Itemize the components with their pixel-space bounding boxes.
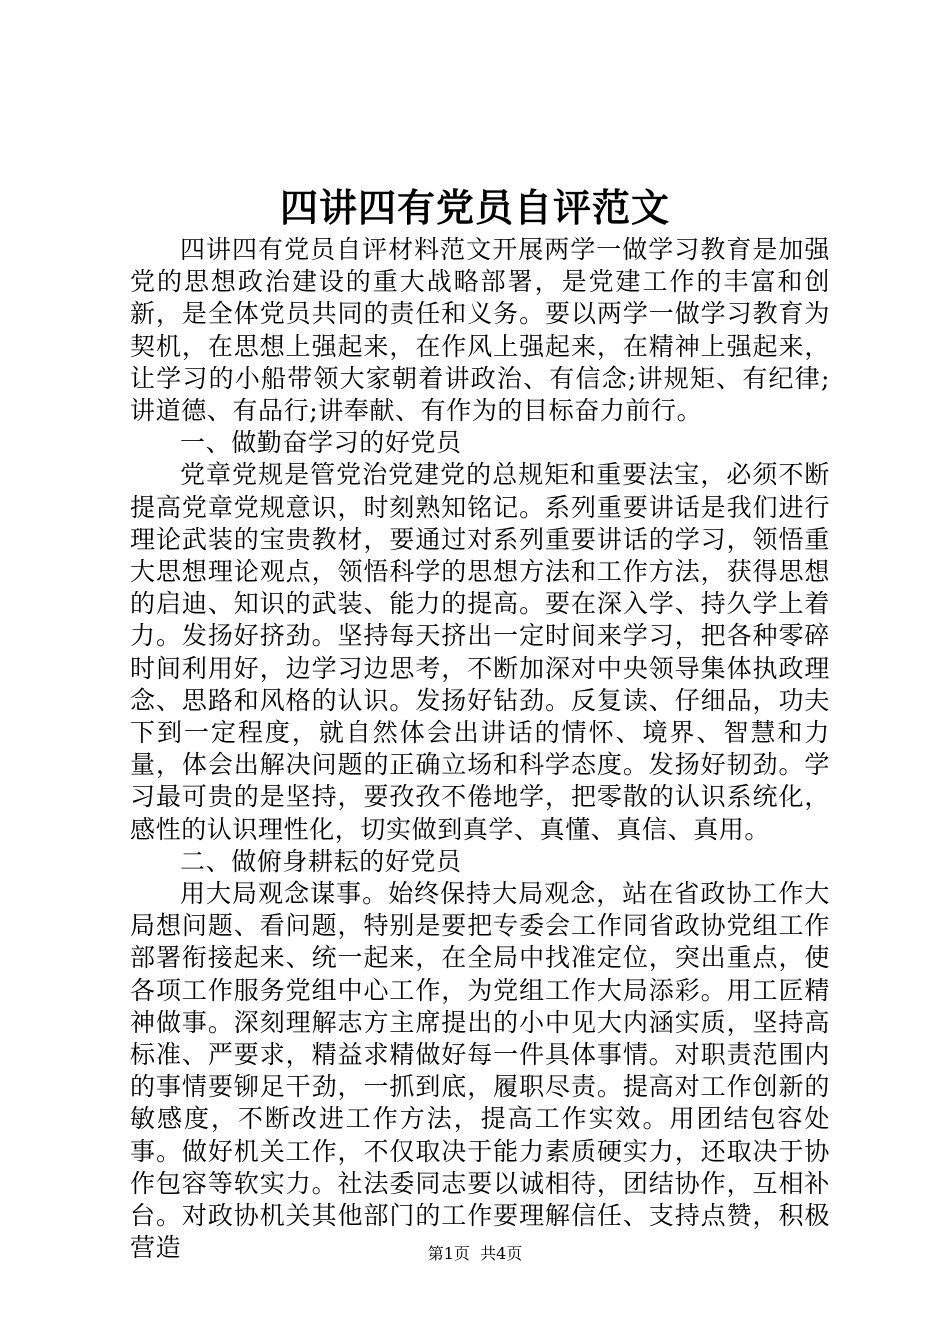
section-1-paragraph: 党章党规是管党治党建党的总规矩和重要法宝，必须不断提高党章党规意识，时刻熟知铭记。系列重要讲话是我们进行理论武装的宝贵教材，要通过对系列重要讲话的学习，领悟重大思想理论观点，领悟科学的思想方法和工作方法，获得思想的启迪、知识的武装、能力的提高。要在深入学、持久学上着力。发扬好挤劲。坚持每天挤出一定时间来学习，把各种零碎时间利用好，边学习边思考，不断加深对中央领导集体执政理念、思路和风格的认识。发扬好钻劲。反复读、仔细品，功夫下到一定程度，就自然体会出讲话的情怀、境界、智慧和力量，体会出解决问题的正确立场和科学态度。发扬好韧劲。学习最可贵的是坚持，要孜孜不倦地学，把零散的认识系统化，感性的认识理性化，切实做到真学、真懂、真信、真用。 xyxy=(130,460,830,844)
document-title: 四讲四有党员自评范文 xyxy=(279,185,670,230)
section-heading-1: 一、做勤奋学习的好党员 xyxy=(180,428,462,458)
section-heading-2: 二、做俯身耕耘的好党员 xyxy=(180,846,462,876)
document-body xyxy=(130,234,830,1265)
page-total: 共4页 xyxy=(480,1244,523,1263)
intro-paragraph: 四讲四有党员自评材料范文开展两学一做学习教育是加强党的思想政治建设的重大战略部署，是党建工作的丰富和创新，是全体党员共同的责任和义务。要以两学一做学习教育为契机，在思想上强起来，在作风上强起来，在精神上强起来，让学习的小船带领大家朝着讲政治、有信念;讲规矩、有纪律;讲道德、有品行;讲奉献、有作为的目标奋力前行。 xyxy=(130,235,830,426)
page-footer xyxy=(0,1243,950,1265)
page-number: 第1页 xyxy=(427,1244,470,1263)
section-2-paragraph: 用大局观念谋事。始终保持大局观念，站在省政协工作大局想问题、看问题，特别是要把专委会工作同省政协党组工作部署衔接起来、统一起来，在全局中找准定位，突出重点，使各项工作服务党组中心工作，为党组工作大局添彩。用工匠精神做事。深刻理解志方主席提出的小中见大内涵实质，坚持高标准、严要求，精益求精做好每一件具体事情。对职责范围内的事情要铆足干劲，一抓到底，履职尽责。提高对工作创新的敏感度，不断改进工作方法，提高工作实效。用团结包容处事。做好机关工作，不仅取决于能力素质硬实力，还取决于协作包容等软实力。社法委同志要以诚相待，团结协作，互相补台。对政协机关其他部门的工作要理解信任、支持点赞，积极营造 xyxy=(130,879,830,1263)
